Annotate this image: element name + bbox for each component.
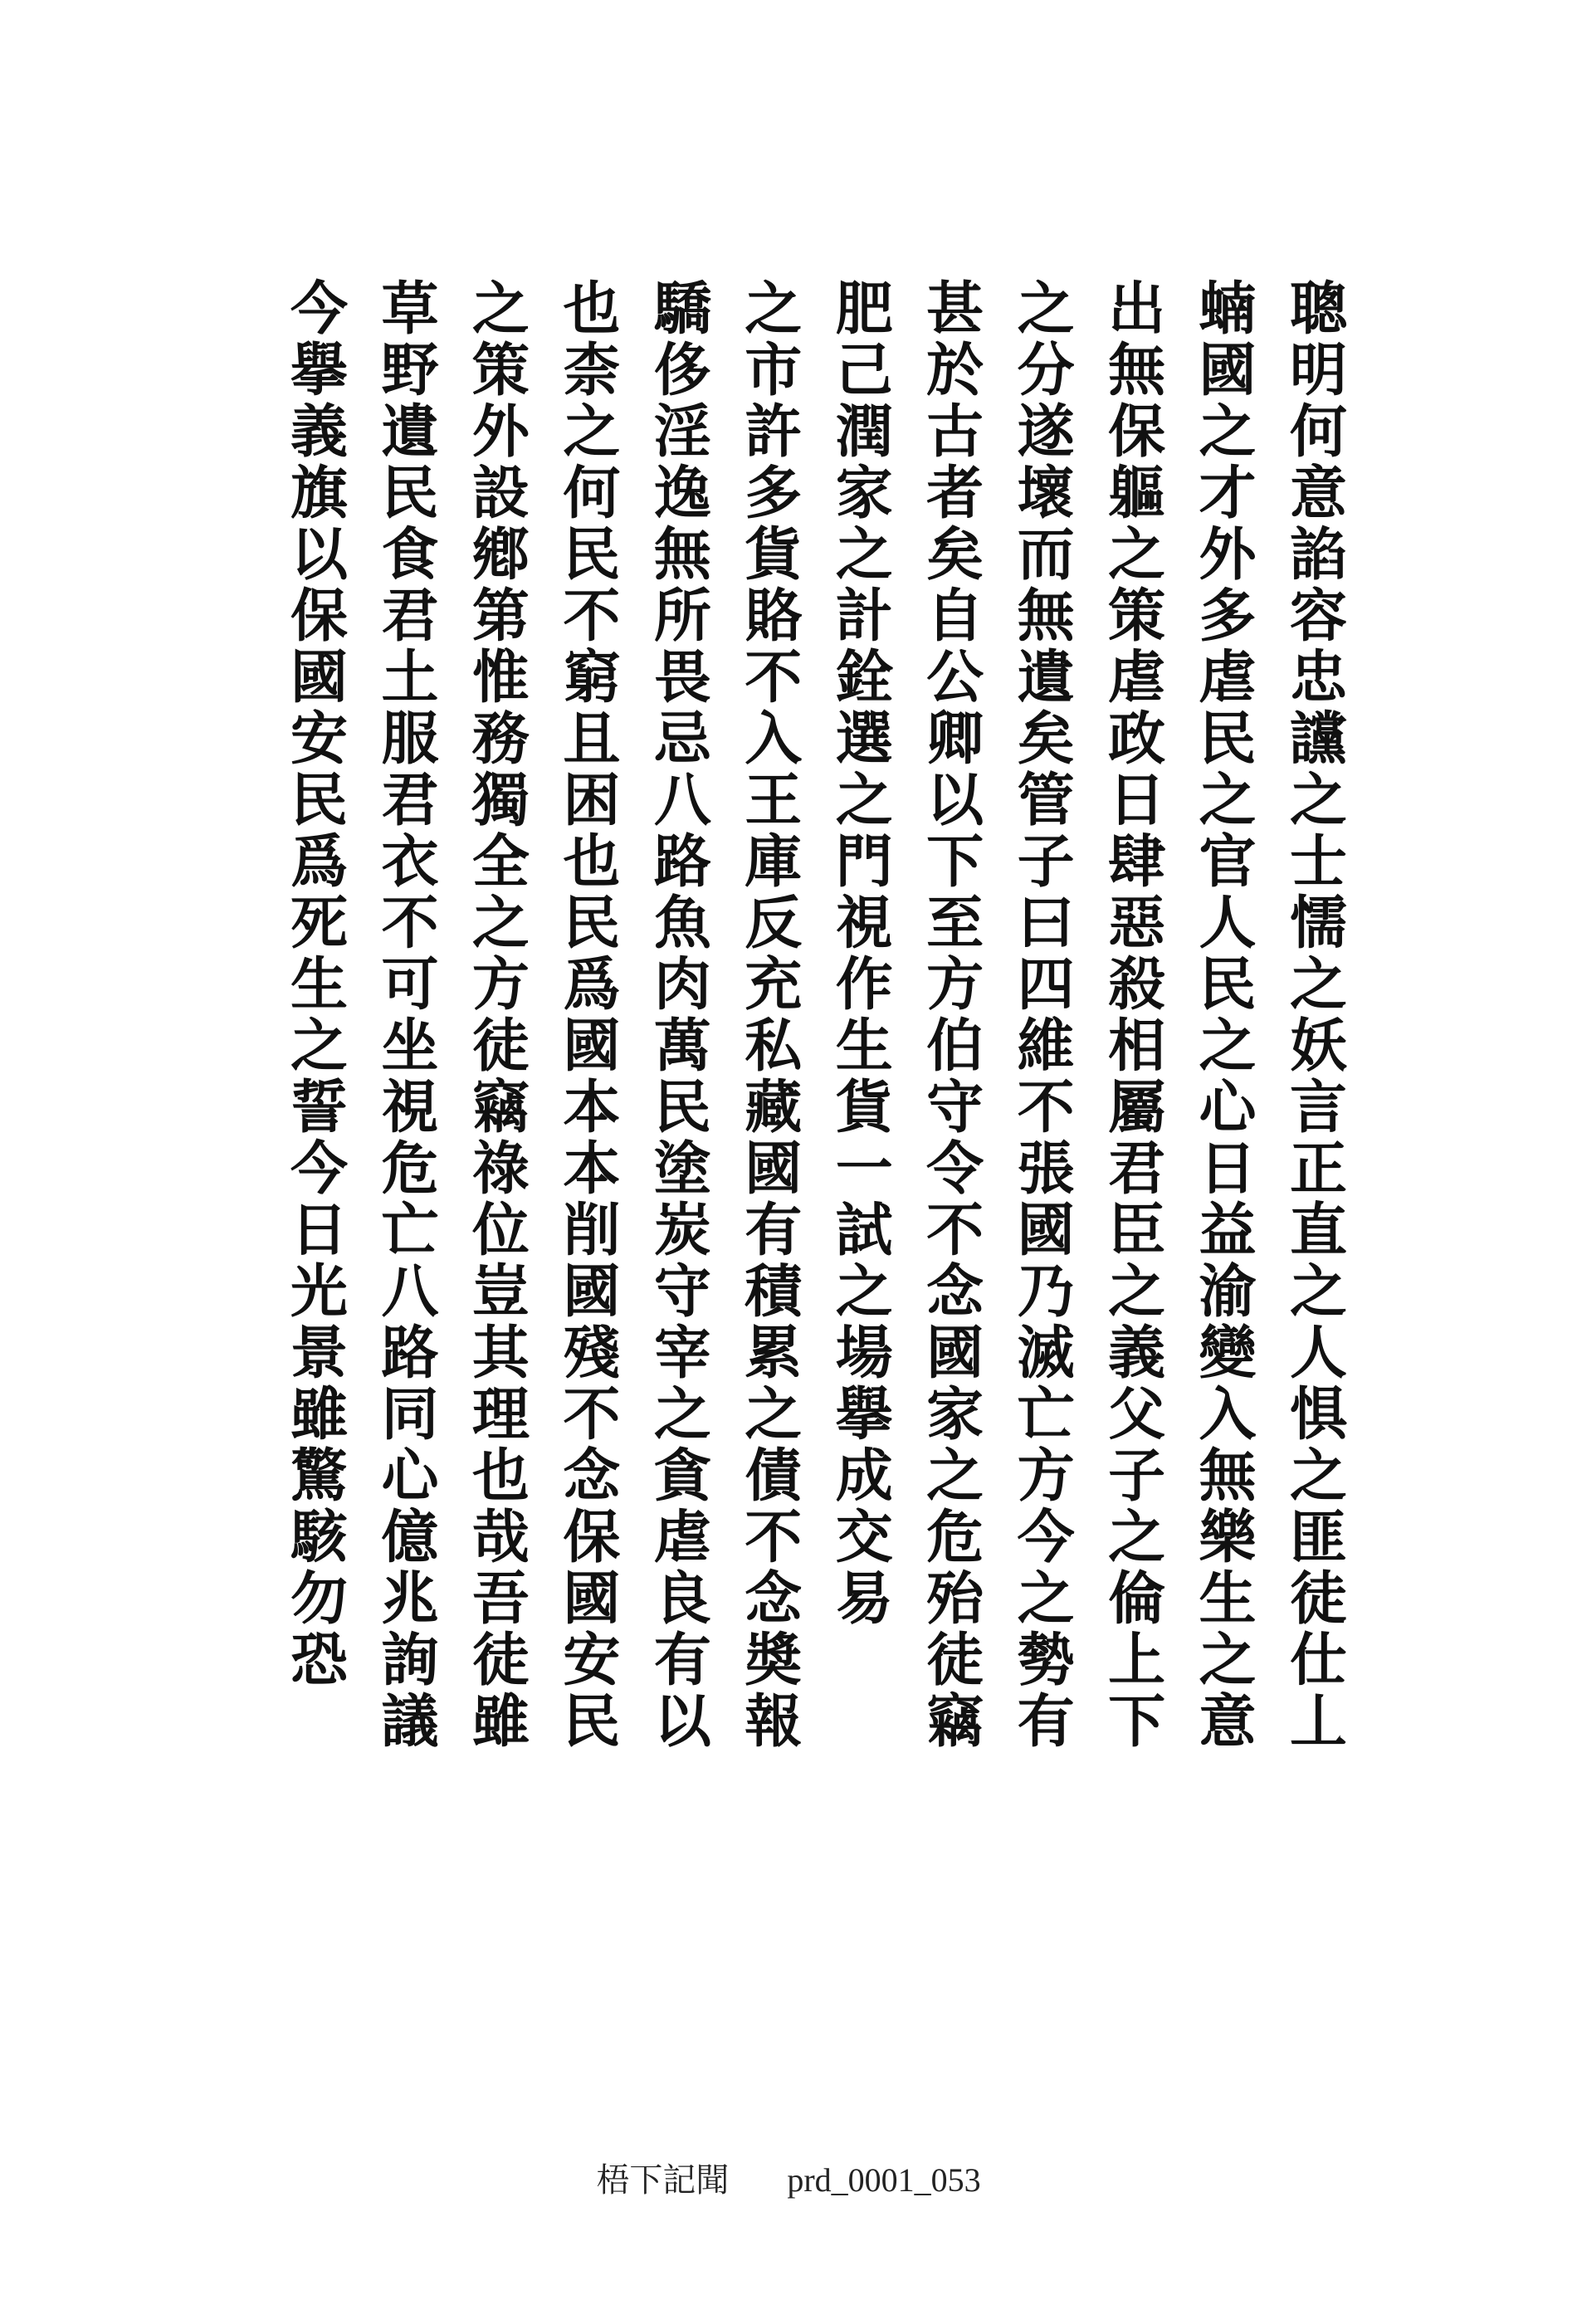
page-footer xyxy=(0,2154,1577,2201)
text-column-2: 蝻國之才外多虐民之官人民之心日益渝變入無樂生之意 xyxy=(1189,278,1257,1752)
text-column-11: 草野遺民食君土服君衣不可坐視危亡八路同心億兆詢議 xyxy=(371,278,439,1752)
text-column-3: 出無保軀之策虐政日肆惡殺相屬君臣之義父子之倫上下 xyxy=(1098,278,1166,1752)
text-column-6: 肥己潤家之計銓選之門視作生貨一試之場擧成交易 xyxy=(825,278,893,1629)
text-column-8: 驕侈淫逸無所畏忌八路魚肉萬民塗炭守宰之貪虐良有以 xyxy=(643,278,711,1752)
text-column-12: 今擧義旗以保國安民爲死生之誓今日光景雖驚駭勿恐 xyxy=(281,278,348,1691)
text-column-4: 之分遂壞而無遺矣管子曰四維不張國乃滅亡方今之勢有 xyxy=(1007,278,1075,1752)
text-column-10: 之策外設鄕第惟務獨全之方徒竊祿位豈其理也哉吾徒雖 xyxy=(461,278,530,1752)
classical-chinese-text xyxy=(274,278,1353,1897)
footer-page-id: prd_0001_053 xyxy=(787,2161,981,2199)
text-column-5: 甚於古者矣自公卿以下至方伯守令不念國家之危殆徒竊 xyxy=(916,278,984,1752)
text-column-1: 聰明何意諂容忠讜之士懦之妖言正直之人惧之匪徒仕丄 xyxy=(1279,278,1347,1752)
footer-title: 梧下記聞 xyxy=(596,2161,730,2199)
text-column-9: 也柰之何民不窮且困也民爲國本本削國殘不念保國安民 xyxy=(553,278,621,1752)
text-column-7: 之市許多貨賂不入王庫反充私藏國有積累之債不念奬報 xyxy=(735,278,803,1752)
